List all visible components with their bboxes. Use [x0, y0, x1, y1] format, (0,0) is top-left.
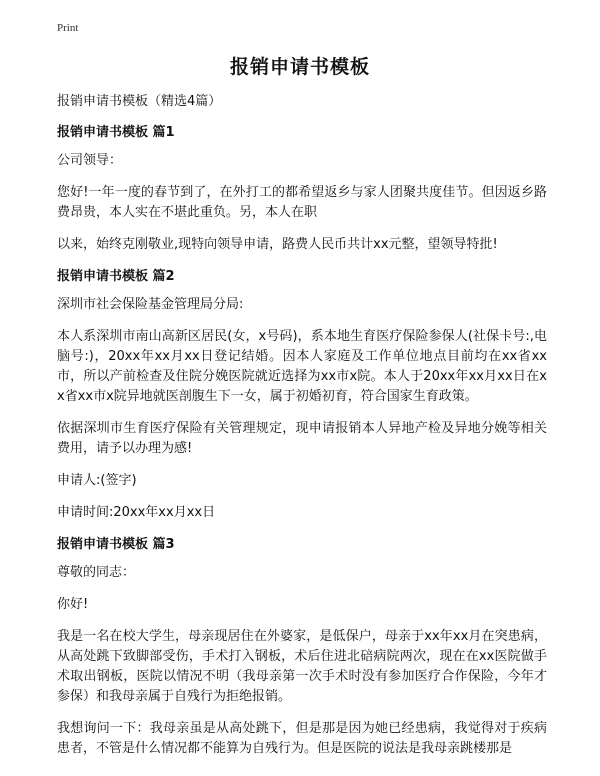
paragraph: 申请人:(签字) — [57, 473, 137, 488]
paragraph: 尊敬的同志： — [57, 565, 136, 580]
document-body — [57, 92, 547, 771]
paragraph: 我是一名在校大学生，母亲现居住在外婆家，是低保户，母亲于xx年xx月在突患病，从高处跳下致脚部受伤，手术打入钢板，术后住进北碚病院两次，现在在xx医院做手术取出钢板，医院以情况不明（我母亲第一次手术时没有参加医疗合作保险，今年才参保）和我母亲属于自残行为拒绝报销。 — [57, 629, 547, 704]
paragraph: 公司领导： — [57, 153, 123, 168]
paragraph: 你好! — [57, 597, 89, 612]
paragraph: 依据深圳市生育医疗保险有关管理规定，现申请报销本人异地产检及异地分娩等相关费用，请予以办理为感! — [57, 421, 547, 456]
section-heading-1: 报销申请书模板 篇1 — [57, 125, 175, 140]
paragraph: 深圳市社会保险基金管理局分局: — [57, 297, 244, 312]
paragraph: 申请时间:20xx年xx月xx日 — [57, 505, 216, 520]
section-heading-2: 报销申请书模板 篇2 — [57, 269, 175, 284]
page-title: 报销申请书模板 — [229, 56, 370, 78]
print-label[interactable]: Print — [57, 22, 79, 34]
section-heading-3: 报销申请书模板 篇3 — [57, 537, 175, 552]
document-subtitle: 报销申请书模板（精选4篇） — [57, 94, 222, 109]
paragraph: 本人系深圳市南山高新区居民(女，x号码)，系本地生育医疗保险参保人(社保卡号:,电脑号:)，20xx年xx月xx日登记结婚。因本人家庭及工作单位地点目前均在xx省xx市，所以产前检查及住院分娩医院就近选择为xx市x院。本人于20xx年xx月xx日在xx省xx市x院异地就医剖腹生下一女，属于初婚初育，符合国家生育政策。 — [57, 329, 547, 404]
paragraph: 您好!一年一度的春节到了，在外打工的都希望返乡与家人团聚共度佳节。但因返乡路费昂贵，本人实在不堪此重负。另，本人在职 — [57, 185, 547, 220]
paragraph: 我想询问一下：我母亲虽是从高处跳下，但是那是因为她已经患病，我觉得对于疾病患者，不管是什么情况都不能算为自残行为。但是医院的说法是我母亲跳楼那是 — [57, 721, 547, 756]
paragraph: 以来，始终克刚敬业,现特向领导申请，路费人民币共计xx元整，望领导特批! — [57, 237, 498, 252]
